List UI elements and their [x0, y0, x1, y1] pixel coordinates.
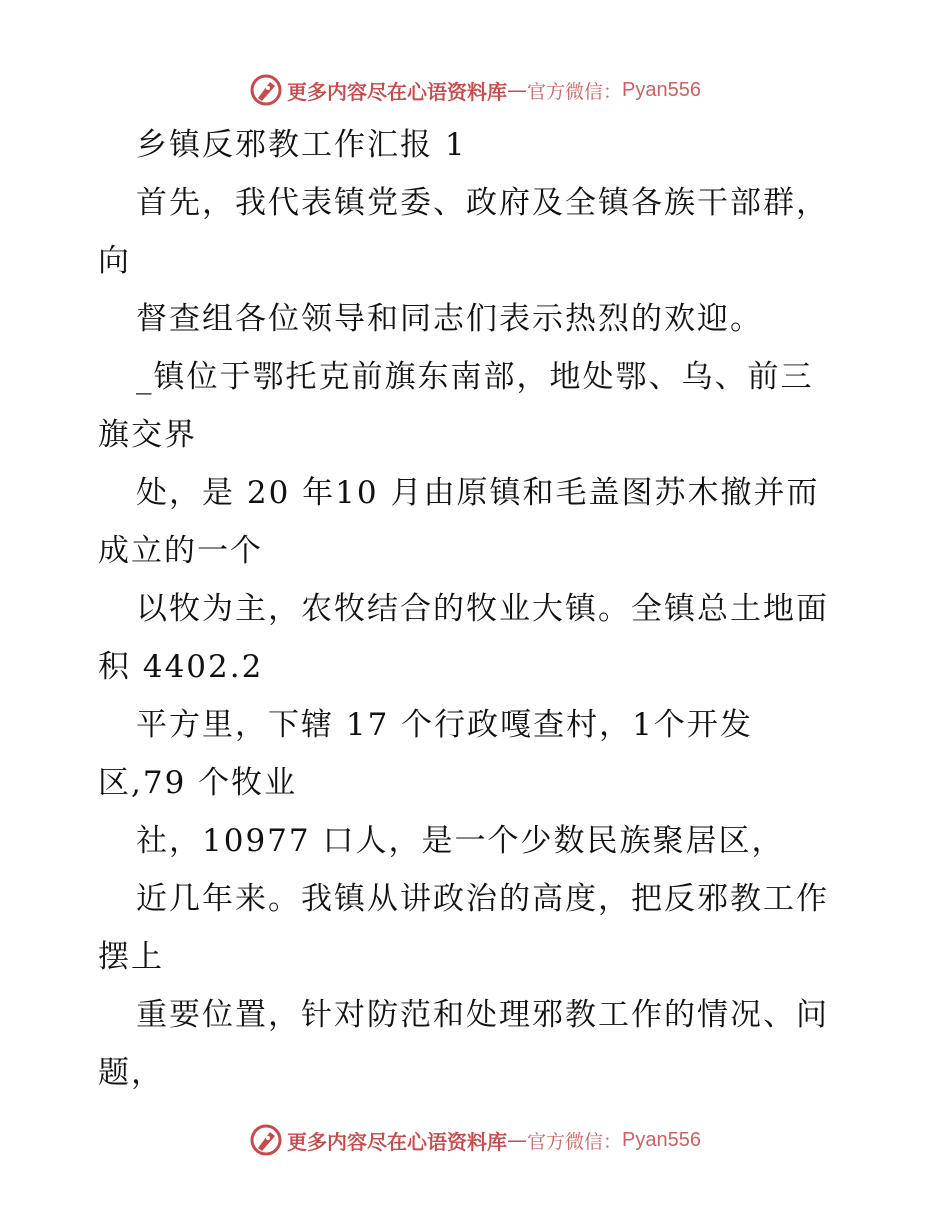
banner-wechat-id: Pyan556: [622, 78, 701, 101]
text-line: 积 4402.2: [98, 649, 264, 685]
header-banner: [0, 70, 950, 110]
text-line: 题，: [98, 1055, 164, 1091]
text-line: 督查组各位领导和同志们表示热烈的欢迎。: [136, 301, 763, 337]
text-line: 首先，我代表镇党委、政府及全镇各族干部群，: [136, 185, 829, 221]
banner-dash: —: [507, 1128, 527, 1152]
banner-brand: 更多内容尽在心语资料库: [287, 79, 507, 104]
document-title: 乡镇反邪教工作汇报 1: [136, 127, 467, 163]
pen-nib-logo-icon: [249, 73, 283, 107]
pen-nib-logo-icon: [249, 1123, 283, 1157]
text-line: 平方里，下辖 17 个行政嘎查村，1个开发: [136, 707, 753, 743]
banner-contact-label: 官方微信：: [527, 80, 623, 103]
footer-banner: [0, 1120, 950, 1160]
text-line: 摆上: [98, 939, 164, 975]
text-line: 近几年来。我镇从讲政治的高度，把反邪教工作: [136, 881, 829, 917]
banner-wechat-id: Pyan556: [622, 1128, 701, 1151]
text-line: 以牧为主，农牧结合的牧业大镇。全镇总土地面: [136, 591, 829, 627]
banner-dash: —: [507, 78, 527, 102]
text-line: 重要位置，针对防范和处理邪教工作的情况、问: [136, 997, 829, 1033]
text-line: 向: [98, 243, 131, 279]
text-line: 处，是 20 年10 月由原镇和毛盖图苏木撤并而: [136, 475, 820, 511]
text-line: 社，10977 口人，是一个少数民族聚居区，: [136, 823, 785, 859]
banner-brand: 更多内容尽在心语资料库: [287, 1129, 507, 1154]
text-line: 旗交界: [98, 417, 197, 453]
text-line: 成立的一个: [98, 533, 263, 569]
text-line: 区,79 个牧业: [98, 765, 298, 801]
text-line: _镇位于鄂托克前旗东南部，地处鄂、乌、前三: [136, 359, 814, 395]
banner-contact-label: 官方微信：: [527, 1130, 623, 1153]
